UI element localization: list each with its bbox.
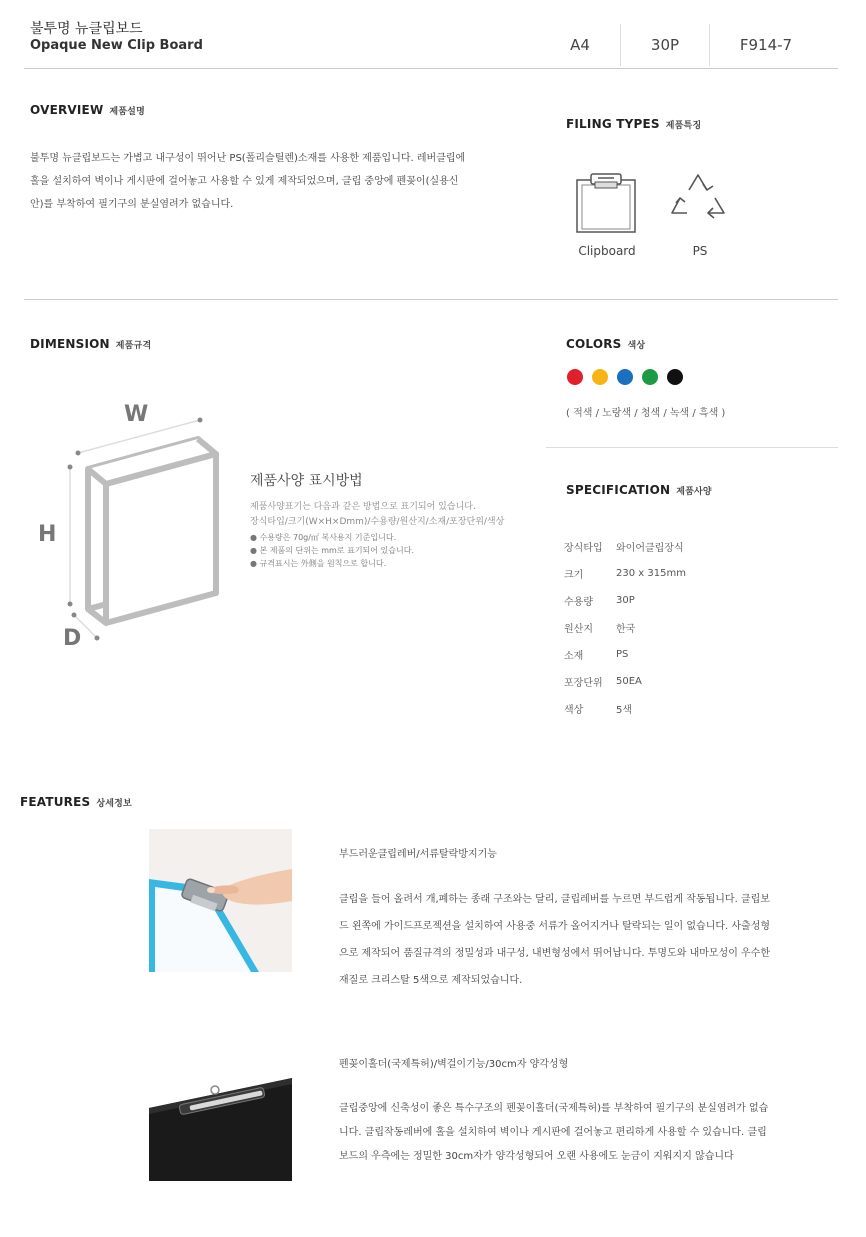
feature-line: 재질로 크리스탈 5색으로 제작되었습니다. [339,975,523,986]
spec-value: 230 x 315mm [616,568,686,579]
spec-value: 50EA [616,676,642,687]
spec-row [564,614,824,641]
spec-notice-text [250,500,520,530]
color-swatch-black [667,369,683,385]
feature-text-2 [339,1097,809,1169]
specification-heading: SPECIFICATION 제품사양 [566,483,712,497]
feature-heading-1: 부드러운클립레버/서류탈락방지기능 [339,849,497,860]
header-rule [24,68,838,69]
color-swatches [567,369,683,385]
feature-line: 니다. 클립작동레버에 홀을 설치하여 벽이나 게시판에 걸어놓고 편리하게 사용할 수 있습니다. 클립 [339,1127,767,1138]
feature-text-1 [339,886,809,994]
section-rule [24,299,838,300]
clipboard-icon [573,172,639,234]
features-heading: FEATURES 상세정보 [20,795,132,809]
overview-text [30,147,500,216]
spec-row [564,695,824,722]
spec-notice-line: 장식타입/크기(W×H×Dmm)/수용량/원산지/소재/포장단위/색상 [250,517,505,527]
feature-line: 클립중앙에 신축성이 좋은 특수구조의 펜꽂이홀더(국제특허)를 부착하여 필기구의 분실염려가 없습 [339,1103,769,1114]
product-title-korean: 불투명 뉴클립보드 [30,21,143,37]
spec-row [564,533,824,560]
section-rule [546,447,838,448]
specification-table [564,533,824,722]
dimension-label-d: D [63,626,82,651]
spec-note: ● 규격표시는 外側을 원칙으로 합니다. [250,559,387,568]
feature-line: 으로 제작되어 품질규격의 정밀성과 내구성, 내변형성에서 뛰어납니다. 투명도와 내마모성이 우수한 [339,948,771,959]
header-cell-code: F914-7 [739,36,793,54]
spec-key: 원산지 [564,624,593,635]
spec-value: 와이어클립장식 [616,543,684,554]
color-swatch-yellow [592,369,608,385]
feature-line: 클립을 들어 올려서 개,폐하는 종래 구조와는 달리, 클립레버를 누르면 부드럽게 작동됩니다. 클립보 [339,894,770,905]
spec-row [564,560,824,587]
spec-note: ● 본 제품의 단위는 mm로 표기되어 있습니다. [250,546,415,555]
recycle-icon [667,170,729,230]
color-swatch-green [642,369,658,385]
spec-value: 5색 [616,705,633,716]
filing-types-heading: FILING TYPES 제품특징 [566,117,702,131]
dimension-diagram [30,395,240,660]
overview-line: 안)를 부착하여 필기구의 분실염려가 없습니다. [30,199,234,210]
spec-key: 포장단위 [564,678,603,689]
spec-row [564,587,824,614]
spec-key: 수용량 [564,597,593,608]
overview-line: 불투명 뉴클립보드는 가볍고 내구성이 뛰어난 PS(폴리슬틸렌)소재를 사용한 제품입니다. 레버클립에 [30,153,466,164]
spec-notice-line: 제품사양표기는 다음과 같은 방법으로 표기되어 있습니다. [250,502,476,512]
color-swatch-red [567,369,583,385]
colors-heading: COLORS 색상 [566,337,646,351]
feature-heading-2: 펜꽂이홀더(국제특허)/벽걸이기능/30cm자 양각성형 [339,1059,569,1070]
spec-notice-title: 제품사양 표시방법 [250,473,363,489]
feature-line: 드 왼쪽에 가이드프로젝션을 설치하여 사용중 서류가 올어지거나 탈락되는 일이 없습니다. 사출성형 [339,921,771,932]
color-swatch-blue [617,369,633,385]
spec-key: 장식타입 [564,543,603,554]
feature-photo-pen-holder [149,1038,292,1181]
feature-line: 보드의 우측에는 정밀한 30cm자가 양각성형되어 오랜 사용에도 눈금이 지워지지 않습니다 [339,1151,734,1162]
spec-key: 색상 [564,705,584,716]
overview-heading: OVERVIEW 제품설명 [30,103,145,117]
spec-key: 소재 [564,651,584,662]
header-cell-capacity: 30P [650,36,680,54]
dimension-label-h: H [38,522,57,547]
header-cell-size: A4 [570,36,590,54]
spec-row [564,641,824,668]
filing-label-ps: PS [692,244,708,258]
dimension-heading: DIMENSION 제품규격 [30,337,152,351]
spec-row [564,668,824,695]
spec-key: 크기 [564,570,584,581]
filing-label-clipboard: Clipboard [578,244,636,258]
dimension-label-w: W [124,402,149,427]
feature-photo-clip-lever [149,829,292,972]
colors-caption: ( 적색 / 노랑색 / 청색 / 녹색 / 흑색 ) [566,408,726,419]
overview-line: 홀을 설치하여 벽이나 게시판에 걸어놓고 사용할 수 있게 제작되었으며, 클립 중앙에 펜꽂이(실용신 [30,176,459,187]
spec-notes [250,531,520,570]
spec-value: 한국 [616,624,636,635]
spec-value: PS [616,649,629,660]
spec-note: ● 수용량은 70g/㎡ 복사용지 기준입니다. [250,533,397,542]
spec-value: 30P [616,595,635,606]
product-title-english: Opaque New Clip Board [30,38,203,53]
